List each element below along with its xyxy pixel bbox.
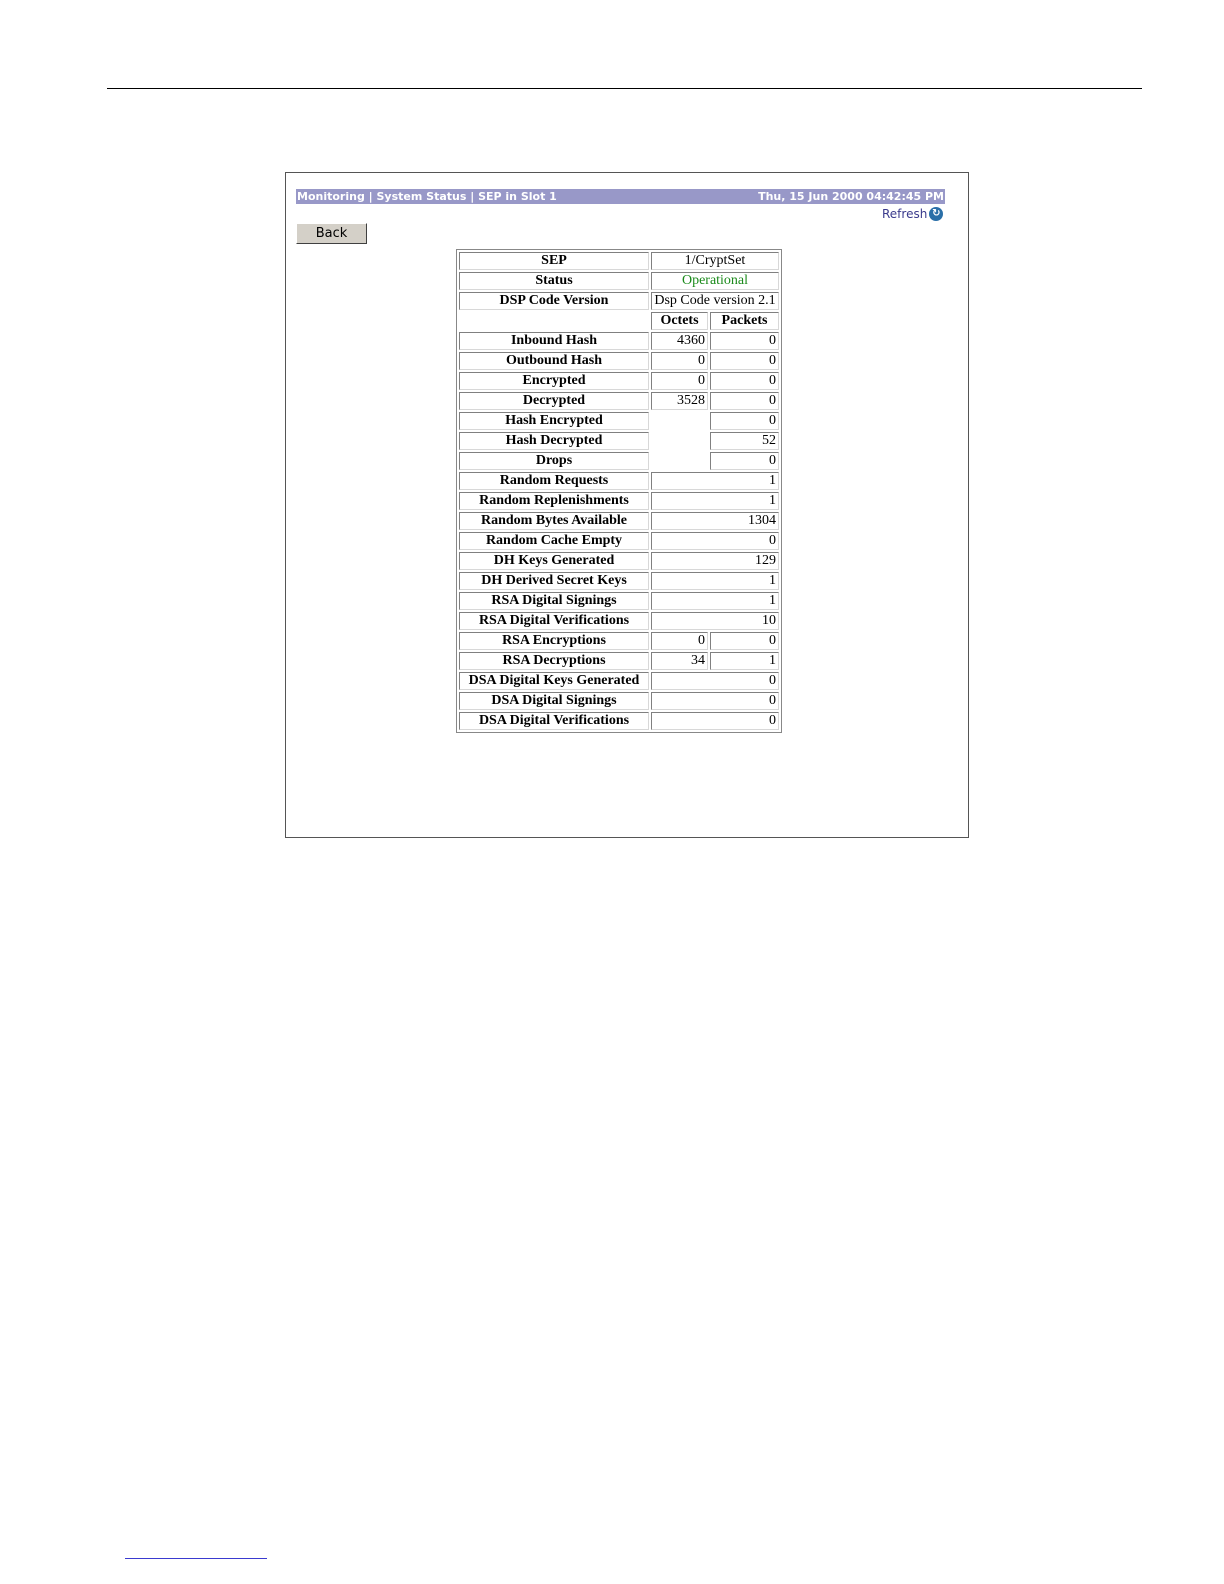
row-label: Hash Encrypted [459, 412, 649, 430]
row-label: Hash Decrypted [459, 432, 649, 450]
table-row [459, 352, 779, 370]
table-row [459, 332, 779, 350]
sep-value: 1/CryptSet [651, 252, 779, 270]
refresh-icon[interactable]: ↻ [929, 207, 943, 221]
status-label: Status [459, 272, 649, 290]
octets-value: 0 [651, 372, 708, 390]
row-value: 10 [651, 612, 779, 630]
row-label: Outbound Hash [459, 352, 649, 370]
packets-header: Packets [710, 312, 779, 330]
table-row [459, 572, 779, 590]
table-row [459, 712, 779, 730]
octets-value: 0 [651, 632, 708, 650]
row-value: 0 [651, 672, 779, 690]
row-label: DSA Digital Keys Generated [459, 672, 649, 690]
octets-value: 0 [651, 352, 708, 370]
row-label: RSA Digital Signings [459, 592, 649, 610]
table-row [459, 692, 779, 710]
screenshot-frame [285, 172, 969, 838]
octets-value: 34 [651, 652, 708, 670]
sep-label: SEP [459, 252, 649, 270]
octets-header: Octets [651, 312, 708, 330]
row-label: Drops [459, 452, 649, 470]
packets-value: 0 [710, 332, 779, 350]
octets-empty [651, 412, 708, 430]
packets-value: 1 [710, 652, 779, 670]
row-label: DSA Digital Signings [459, 692, 649, 710]
table-row [459, 292, 779, 310]
row-value: 0 [651, 692, 779, 710]
back-button[interactable]: Back [296, 223, 367, 244]
row-label: DSA Digital Verifications [459, 712, 649, 730]
page-top-rule [107, 88, 1142, 89]
table-row [459, 252, 779, 270]
row-value: 1 [651, 492, 779, 510]
table-row [459, 472, 779, 490]
octets-empty [651, 452, 708, 470]
row-value: 129 [651, 552, 779, 570]
octets-value: 4360 [651, 332, 708, 350]
row-label: Random Requests [459, 472, 649, 490]
status-value: Operational [651, 272, 779, 290]
title-bar [296, 189, 945, 204]
row-label: Random Replenishments [459, 492, 649, 510]
row-value: 1 [651, 472, 779, 490]
table-row [459, 612, 779, 630]
row-value: 1 [651, 592, 779, 610]
row-label: RSA Encryptions [459, 632, 649, 650]
table-row [459, 512, 779, 530]
packets-value: 0 [710, 372, 779, 390]
table-row [459, 372, 779, 390]
table-row [459, 672, 779, 690]
packets-value: 0 [710, 392, 779, 410]
packets-value: 52 [710, 432, 779, 450]
row-label: Inbound Hash [459, 332, 649, 350]
dsp-code-version-label: DSP Code Version [459, 292, 649, 310]
octets-value: 3528 [651, 392, 708, 410]
packets-value: 0 [710, 352, 779, 370]
row-value: 1 [651, 572, 779, 590]
row-value: 0 [651, 532, 779, 550]
row-value: 0 [651, 712, 779, 730]
packets-value: 0 [710, 452, 779, 470]
packets-value: 0 [710, 632, 779, 650]
row-label: Encrypted [459, 372, 649, 390]
refresh-label[interactable]: Refresh [882, 207, 928, 221]
row-label: Decrypted [459, 392, 649, 410]
packets-value: 0 [710, 412, 779, 430]
table-row [459, 452, 779, 470]
table-row [459, 592, 779, 610]
table-row [459, 412, 779, 430]
table-row [459, 552, 779, 570]
breadcrumb: Monitoring | System Status | SEP in Slot 1 [297, 190, 557, 203]
table-row [459, 632, 779, 650]
table-row [459, 532, 779, 550]
table-row [459, 392, 779, 410]
row-value: 1304 [651, 512, 779, 530]
dsp-code-version-value: Dsp Code version 2.1 [651, 292, 779, 310]
refresh-link[interactable] [882, 206, 943, 222]
header-spacer [459, 312, 649, 330]
table-row [459, 432, 779, 450]
sep-stats-table [456, 249, 782, 733]
table-row [459, 652, 779, 670]
row-label: Random Cache Empty [459, 532, 649, 550]
row-label: RSA Decryptions [459, 652, 649, 670]
octets-empty [651, 432, 708, 450]
column-header-row [459, 312, 779, 330]
table-row [459, 272, 779, 290]
row-label: Random Bytes Available [459, 512, 649, 530]
footer-link-rule [125, 1558, 267, 1559]
table-row [459, 492, 779, 510]
row-label: RSA Digital Verifications [459, 612, 649, 630]
timestamp: Thu, 15 Jun 2000 04:42:45 PM [758, 190, 944, 203]
row-label: DH Keys Generated [459, 552, 649, 570]
row-label: DH Derived Secret Keys [459, 572, 649, 590]
